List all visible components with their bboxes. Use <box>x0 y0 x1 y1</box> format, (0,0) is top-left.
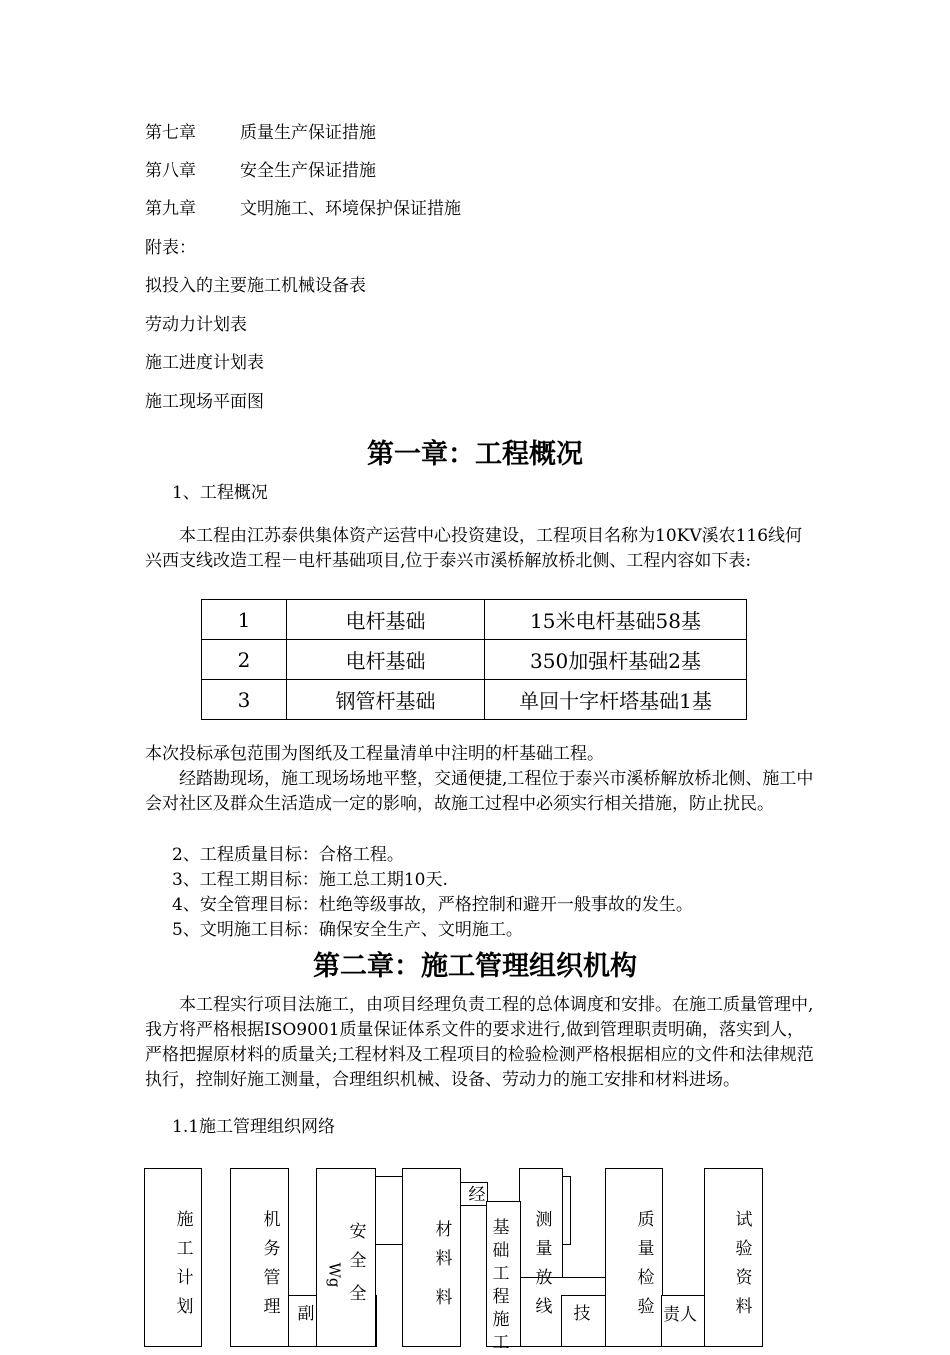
table-cell: 电杆基础 <box>287 600 485 640</box>
org-fragment-wg: Wg <box>325 1262 344 1288</box>
toc-item: 第九章 文明施工、环境保护保证措施 <box>145 199 461 219</box>
table-cell: 单回十字杆塔基础1基 <box>485 680 747 720</box>
chapter-title: 第二章：施工管理组织机构 <box>313 951 637 982</box>
org-fragment-fu: 副 <box>297 1304 315 1324</box>
org-fragment-responsible: 责人 <box>663 1305 697 1325</box>
goal-item: 2、工程质量目标：合格工程。 <box>172 845 404 865</box>
table-cell: 电杆基础 <box>287 640 485 680</box>
org-fragment-ji: 技 <box>573 1304 591 1324</box>
org-fragment-quan: 全 <box>349 1284 367 1304</box>
section-heading: 1、工程概况 <box>172 483 268 503</box>
table-cell: 钢管杆基础 <box>287 680 485 720</box>
work-content-table <box>201 599 747 720</box>
table-cell: 15米电杆基础58基 <box>485 600 747 640</box>
org-fragment-jing: 经 <box>468 1185 486 1205</box>
org-label-quality: 质量检验 <box>637 1210 655 1317</box>
toc-item: 第七章 质量生产保证措施 <box>145 123 376 143</box>
table-row <box>202 640 747 680</box>
org-fragment-liao: 料 <box>435 1288 453 1308</box>
appendix-title: 附表： <box>145 238 196 258</box>
org-label-construction-plan: 施工计划 <box>176 1210 194 1317</box>
table-row <box>202 600 747 640</box>
chapter-title: 第一章：工程概况 <box>367 439 583 470</box>
appendix-item: 劳动力计划表 <box>145 315 247 335</box>
scope-paragraph: 本次投标承包范围为图纸及工程量清单中注明的杆基础工程。 <box>145 744 604 764</box>
table-cell: 1 <box>202 600 287 640</box>
appendix-item: 施工现场平面图 <box>145 392 264 412</box>
goal-item: 3、工程工期目标：施工总工期10天. <box>172 870 448 890</box>
toc-item: 第八章 安全生产保证措施 <box>145 161 376 181</box>
management-paragraph: 本工程实行项目法施工，由项目经理负责工程的总体调度和安排。在施工质量管理中,我方将严格根据ISO9001质量保证体系文件的要求进行,做到管理职责明确，落实到人，严格把握原材料的质量关;工程材料及工程项目的检验检测严格根据相应的文件和法律规范执行，控制好施工测量，合理组织机械、设备、劳动力的施工安排和材料进场。 <box>145 995 814 1090</box>
goal-item: 5、文明施工目标：确保安全生产、文明施工。 <box>172 920 523 940</box>
table-row <box>202 680 747 720</box>
table-cell: 3 <box>202 680 287 720</box>
table-cell: 2 <box>202 640 287 680</box>
org-connector-box <box>374 1176 404 1245</box>
org-label-foundation: 基础工程施工 <box>492 1218 510 1353</box>
org-label-safety: 安全 <box>349 1222 367 1271</box>
org-label-survey: 测量放线 <box>535 1210 553 1317</box>
org-label-material: 材料 <box>435 1220 453 1269</box>
site-paragraph: 经踏勘现场，施工现场场地平整，交通便捷,工程位于泰兴市溪桥解放桥北侧、施工中会对社区及群众生活造成一定的影响，故施工过程中必须实行相关措施，防止扰民。 <box>145 769 814 814</box>
section-heading: 1.1施工管理组织网络 <box>172 1117 336 1137</box>
intro-paragraph: 本工程由江苏泰供集体资产运营中心投资建设，工程项目名称为10KV溪农116线何兴西支线改造工程－电杆基础项目,位于泰兴市溪桥解放桥北侧、工程内容如下表: <box>145 526 803 571</box>
table-cell: 350加强杆基础2基 <box>485 640 747 680</box>
appendix-item: 施工进度计划表 <box>145 353 264 373</box>
goal-item: 4、安全管理目标：杜绝等级事故，严格控制和避开一般事故的发生。 <box>172 895 693 915</box>
org-label-test: 试验资料 <box>735 1210 753 1317</box>
org-label-machine-management: 机务管理 <box>263 1210 281 1317</box>
appendix-item: 拟投入的主要施工机械设备表 <box>145 276 366 296</box>
